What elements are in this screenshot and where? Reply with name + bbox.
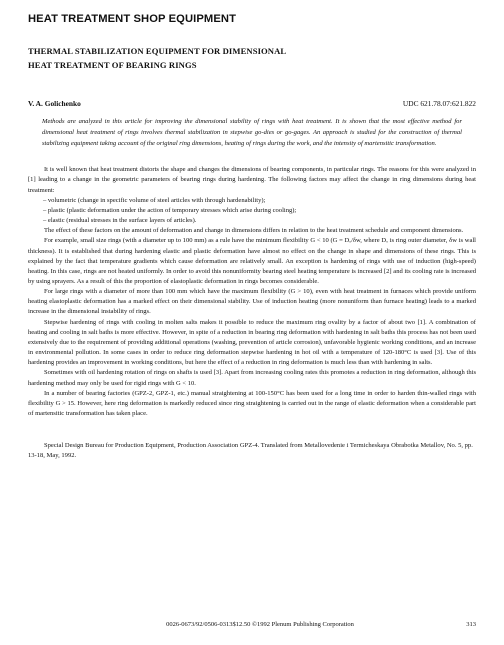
page-footer xyxy=(28,621,476,628)
title-line-1: THERMAL STABILIZATION EQUIPMENT FOR DIMENSIONAL xyxy=(28,46,287,56)
list-item-volumetric: – volumetric (change in specific volume of steel articles with through hardenability); xyxy=(43,196,266,204)
footer-citation: 0026-0673/92/0506-0313$12.50 ©1992 Plenum Publishing Corporation xyxy=(166,621,354,628)
affiliation-note: Special Design Bureau for Production Equipment, Production Association GPZ-4. Translated from Metallovedenie i Termicheskaya Obrabotka Metallov, No. 5, pp. 13-18, May, 1992. xyxy=(28,442,473,460)
paragraph-6: Sometimes with oil hardening rotation of rings on shafts is used [3]. Apart from increasing cooling rates this promotes a reduction in ring deformation, although this hardening method may only be used for rigid rings with G < 10. xyxy=(28,369,476,387)
title-line-2: HEAT TREATMENT OF BEARING RINGS xyxy=(28,59,197,70)
article-body xyxy=(28,165,476,419)
paragraph-7: In a number of bearing factories (GPZ-2, GPZ-1, etc.) manual straightening at 100-150°C has been used for a long time in order to harden thin-walled rings with flexibility G > 15. However, here ring deformation is markedly reduced since ring straightening is carried out in the range of elastic deformation when a considerable part of martensitic transformation has taken place. xyxy=(28,389,476,418)
author-name: V. A. Golichenko xyxy=(28,99,81,108)
paragraph-5: Stepwise hardening of rings with cooling in molten salts makes it possible to reduce the maximum ring ovality by a factor of about two [1]. A combination of heating and cooling in salt baths is more effective. However, in spite of a reduction in bearing ring deformation with hardening in salt baths this process has not been used extensively due to the requirement of providing additional operations (washing, prevention of article corrosion), unfavorable hygienic working conditions, and an increase in environmental pollution. In some cases in order to reduce ring deformation stepwise hardening in hot oil with a temperature of 120-180°C is used [3]. Use of this hardening provides an improvement in working conditions, but here the effect of a reduction in ring deformation is much less than with hardening in salts. xyxy=(28,318,476,367)
list-item-elastic: – elastic (residual stresses in the surface layers of articles). xyxy=(43,217,197,225)
paragraph-1: It is well known that heat treatment distorts the shape and changes the dimensions of bearing components, in particular rings. The reasons for this were analyzed in [1] leading to a change in the geometric parameters of bearing rings during hardening. The following factors may affect the change in ring dimensions during heat treatment: xyxy=(28,166,476,194)
page-number: 313 xyxy=(466,621,476,628)
udc-code: UDC 621.78.07:621.822 xyxy=(402,99,476,108)
paragraph-3: For example, small size rings (with a diameter up to 100 mm) as a rule have the minimum flexibility G < 10 (G = Dₒ/δw, where Dₒ is ring outer diameter, δw is wall thickness). It is established that during hardening elastic and plastic deformation have almost no effect on the change in shape and dimensions of these rings. This is explained by the fact that temperature gradients which cause deformation are relatively small. An exception is hardening of rings with use of induction (high-speed) heating. In this case, rings are not heated uniformly. In order to avoid this nonuniformity bearing steel heating temperature is increased [2] and its cooling rate is increased by using sprayers. As a result of this the proportion of elastoplastic deformation in rings becomes considerable. xyxy=(28,237,476,285)
article-title xyxy=(28,45,476,72)
paragraph-4: For large rings with a diameter of more than 100 mm which have the maximum flexibility (G > 10), even with heat treatment in furnaces which provide uniform heating elastoplastic deformation has a marked effect on their dimensional stability. Use of induction heating (more nonuniform than furnace heating) leads to a marked increase in the dimensional instability of rings. xyxy=(28,288,476,316)
section-heading: HEAT TREATMENT SHOP EQUIPMENT xyxy=(28,13,237,25)
list-item-plastic: – plastic (plastic deformation under the action of temporary stresses which arise during cooling); xyxy=(43,206,297,214)
byline xyxy=(28,99,476,108)
abstract: Methods are analyzed in this article for improving the dimensional stability of rings with heat treatment. It is shown that the most effective method for dimensional heat treatment of rings involves thermal stabilization in stepwise go-dies or go-gages. An approach is studied for the construction of thermal stabilizing equipment taking account of the original ring dimensions, heating of rings during the work, and the intensity of martensitic transformation. xyxy=(42,118,462,148)
paragraph-2: The effect of these factors on the amount of deformation and change in dimensions differs in relation to the heat treatment schedule and component dimensions. xyxy=(44,227,464,235)
footnote xyxy=(28,441,476,461)
